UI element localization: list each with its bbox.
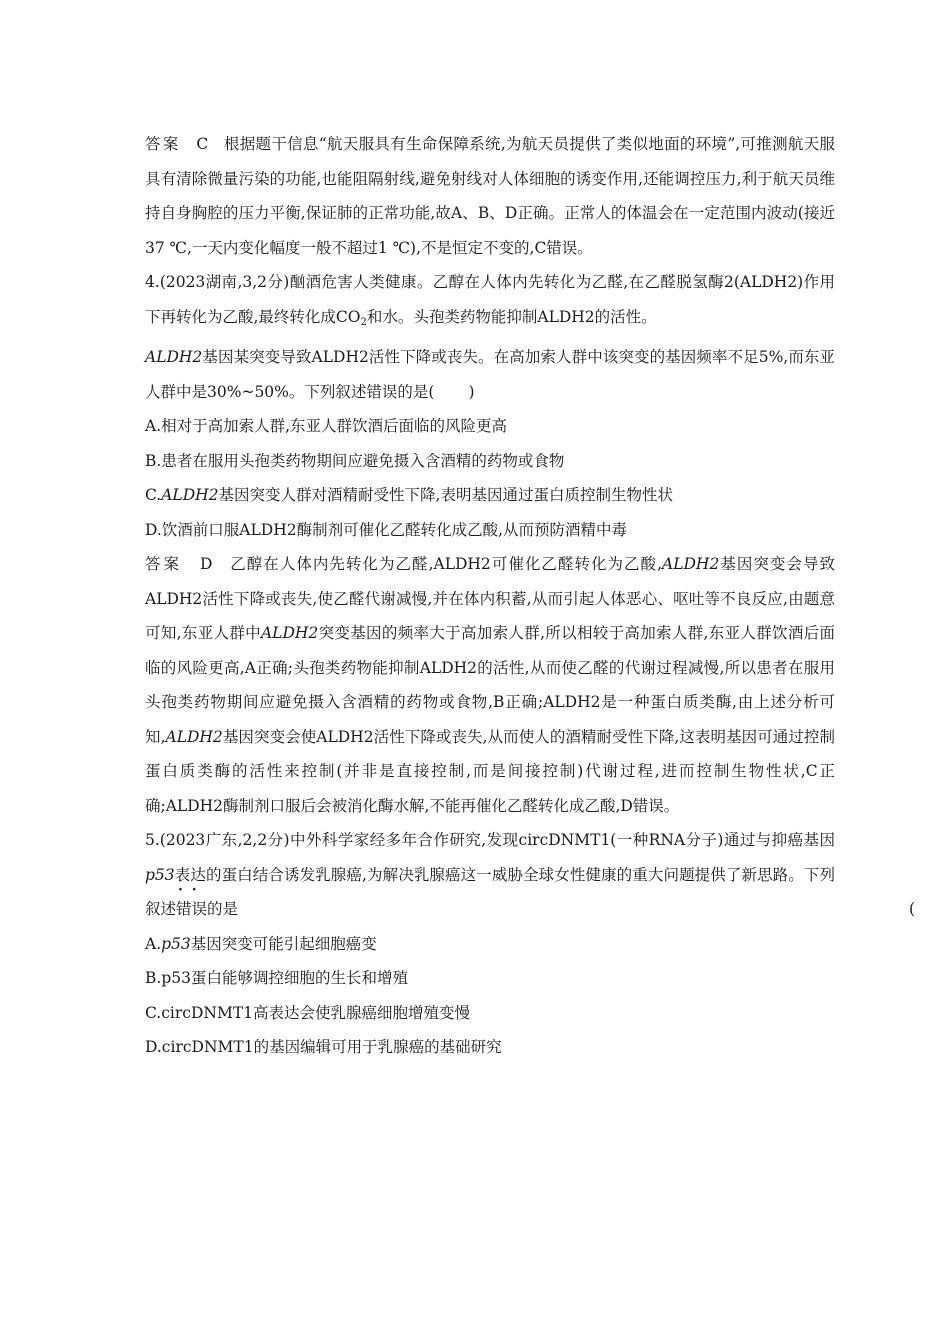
option-text: 基因突变人群对酒精耐受性下降,表明基因通过蛋白质控制生物性状 (218, 486, 673, 504)
q5-option-d: D.circDNMT1的基因编辑可用于乳腺癌的基础研究 (145, 1038, 502, 1056)
q4-option-a: A.相对于高加索人群,东亚人群饮酒后面临的风险更高 (145, 417, 508, 435)
answer-paren: ( (908, 900, 915, 918)
stem-text: 的是 (207, 900, 239, 918)
q5-option-c: C.circDNMT1高表达会使乳腺癌细胞增殖变慢 (145, 1003, 471, 1022)
answer-label: 答案 (145, 135, 181, 153)
q5-stem (145, 823, 915, 927)
gene-name: ALDH2 (662, 555, 720, 573)
gene-name: ALDH2 (161, 486, 219, 504)
option-prefix: C. (145, 486, 162, 504)
answer-explanation: 基因突变会导致ALDH2活性下降或丧失,使乙醛代谢减慢,并在体内积蓄,从而引起人体恶心、呕吐等不良反应,由题意可知,东亚人群中 (145, 555, 836, 642)
gene-name: p53 (161, 934, 191, 953)
stem-text: 中外科学家经多年合作研究,发现circDNMT1(一种RNA分子)通过与抑癌基因 (289, 831, 835, 849)
question-number: 4. (145, 273, 160, 291)
gene-name: ALDH2 (165, 727, 223, 746)
gene-name: p53 (145, 865, 175, 884)
document-body (145, 127, 915, 1065)
option-text: 基因突变可能引起细胞癌变 (190, 934, 377, 953)
option-prefix: A. (145, 934, 162, 953)
answer-explanation: 基因突变会使ALDH2活性下降或丧失,从而使人的酒精耐受性下降,这表明基因可通过控制蛋白质类酶的活性来控制(并非是直接控制,而是间接控制)代谢过程,进而控制生物性状,C正确;ALDH2酶制剂口服后会被消化酶水解,不能再催化乙醛转化成乙酸,D错误。 (145, 727, 835, 815)
stem-text: 表达的蛋白结合诱发乳腺癌,为解决乳腺癌这一威胁全球女性健康的重大问题提供了新思路。下列叙述 (145, 865, 835, 918)
q3-answer (145, 127, 835, 265)
q4-option-d: D.饮酒前口服ALDH2酶制剂可催化乙醛转化成乙酸,从而预防酒精中毒 (145, 520, 628, 539)
q4-option-c (145, 478, 835, 513)
emphasized-word: 错误 · · (176, 892, 207, 927)
q4-stem (145, 265, 835, 409)
stem-text: 酗酒危害人类健康。乙醇在人体内先转化为乙醛,在乙醛脱氢酶2(ALDH2)作用下再转化为乙酸,最终转化成CO (145, 273, 835, 326)
q5-option-b: B.p53蛋白能够调控细胞的生长和增殖 (145, 969, 408, 987)
co2-subscript: 2 (360, 316, 367, 328)
question-source: (2023湖南,3,2分) (159, 273, 290, 291)
question-number: 5. (145, 831, 160, 849)
q4-option-b: B.患者在服用头孢类药物期间应避免摄入含酒精的药物或食物 (145, 451, 565, 470)
stem-close-paren: ) (468, 382, 475, 401)
question-source: (2023广东,2,2分) (159, 831, 290, 849)
gene-name: ALDH2 (260, 624, 319, 642)
q5-option-a (145, 927, 835, 962)
gene-name: ALDH2 (145, 348, 203, 366)
answer-label: 答案 (145, 555, 183, 573)
answer-choice: D (199, 555, 213, 573)
answer-explanation: 根据题干信息“航天服具有生命保障系统,为航天员提供了类似地面的环境”,可推测航天服具有清除微量污染的功能,也能阻隔射线,避免射线对人体细胞的诱变作用,还能调控压力,利于航天员维持自身胸腔的压力平衡,保证肺的正常功能,故A、B、D正确。正常人的体温会在一定范围内波动(接近37 ℃,一天内变化幅度一般不超过1 ℃),不是恒定不变的,C错误。 (145, 135, 836, 257)
answer-explanation: 乙醇在人体内先转化为乙醛,ALDH2可催化乙醛转化为乙酸, (230, 555, 663, 573)
answer-choice: C (196, 135, 209, 153)
stem-text: 基因某突变导致ALDH2活性下降或丧失。在高加索人群中该突变的基因频率不足5%,而东亚人群中是30%~50%。下列叙述错误的是( (145, 348, 835, 401)
answer-explanation: 突变基因的频率大于高加索人群,所以相较于高加索人群,东亚人群饮酒后面临的风险更高,A正确;头孢类药物能抑制ALDH2的活性,从而使乙醛的代谢过程减慢,所以患者在服用头孢类药物期间应避免摄入含酒精的药物或食物,B正确;ALDH2是一种蛋白质类酶,由上述分析可知, (145, 624, 835, 746)
stem-text: 和水。头孢类药物能抑制ALDH2的活性。 (366, 307, 657, 326)
q4-answer (145, 547, 835, 823)
